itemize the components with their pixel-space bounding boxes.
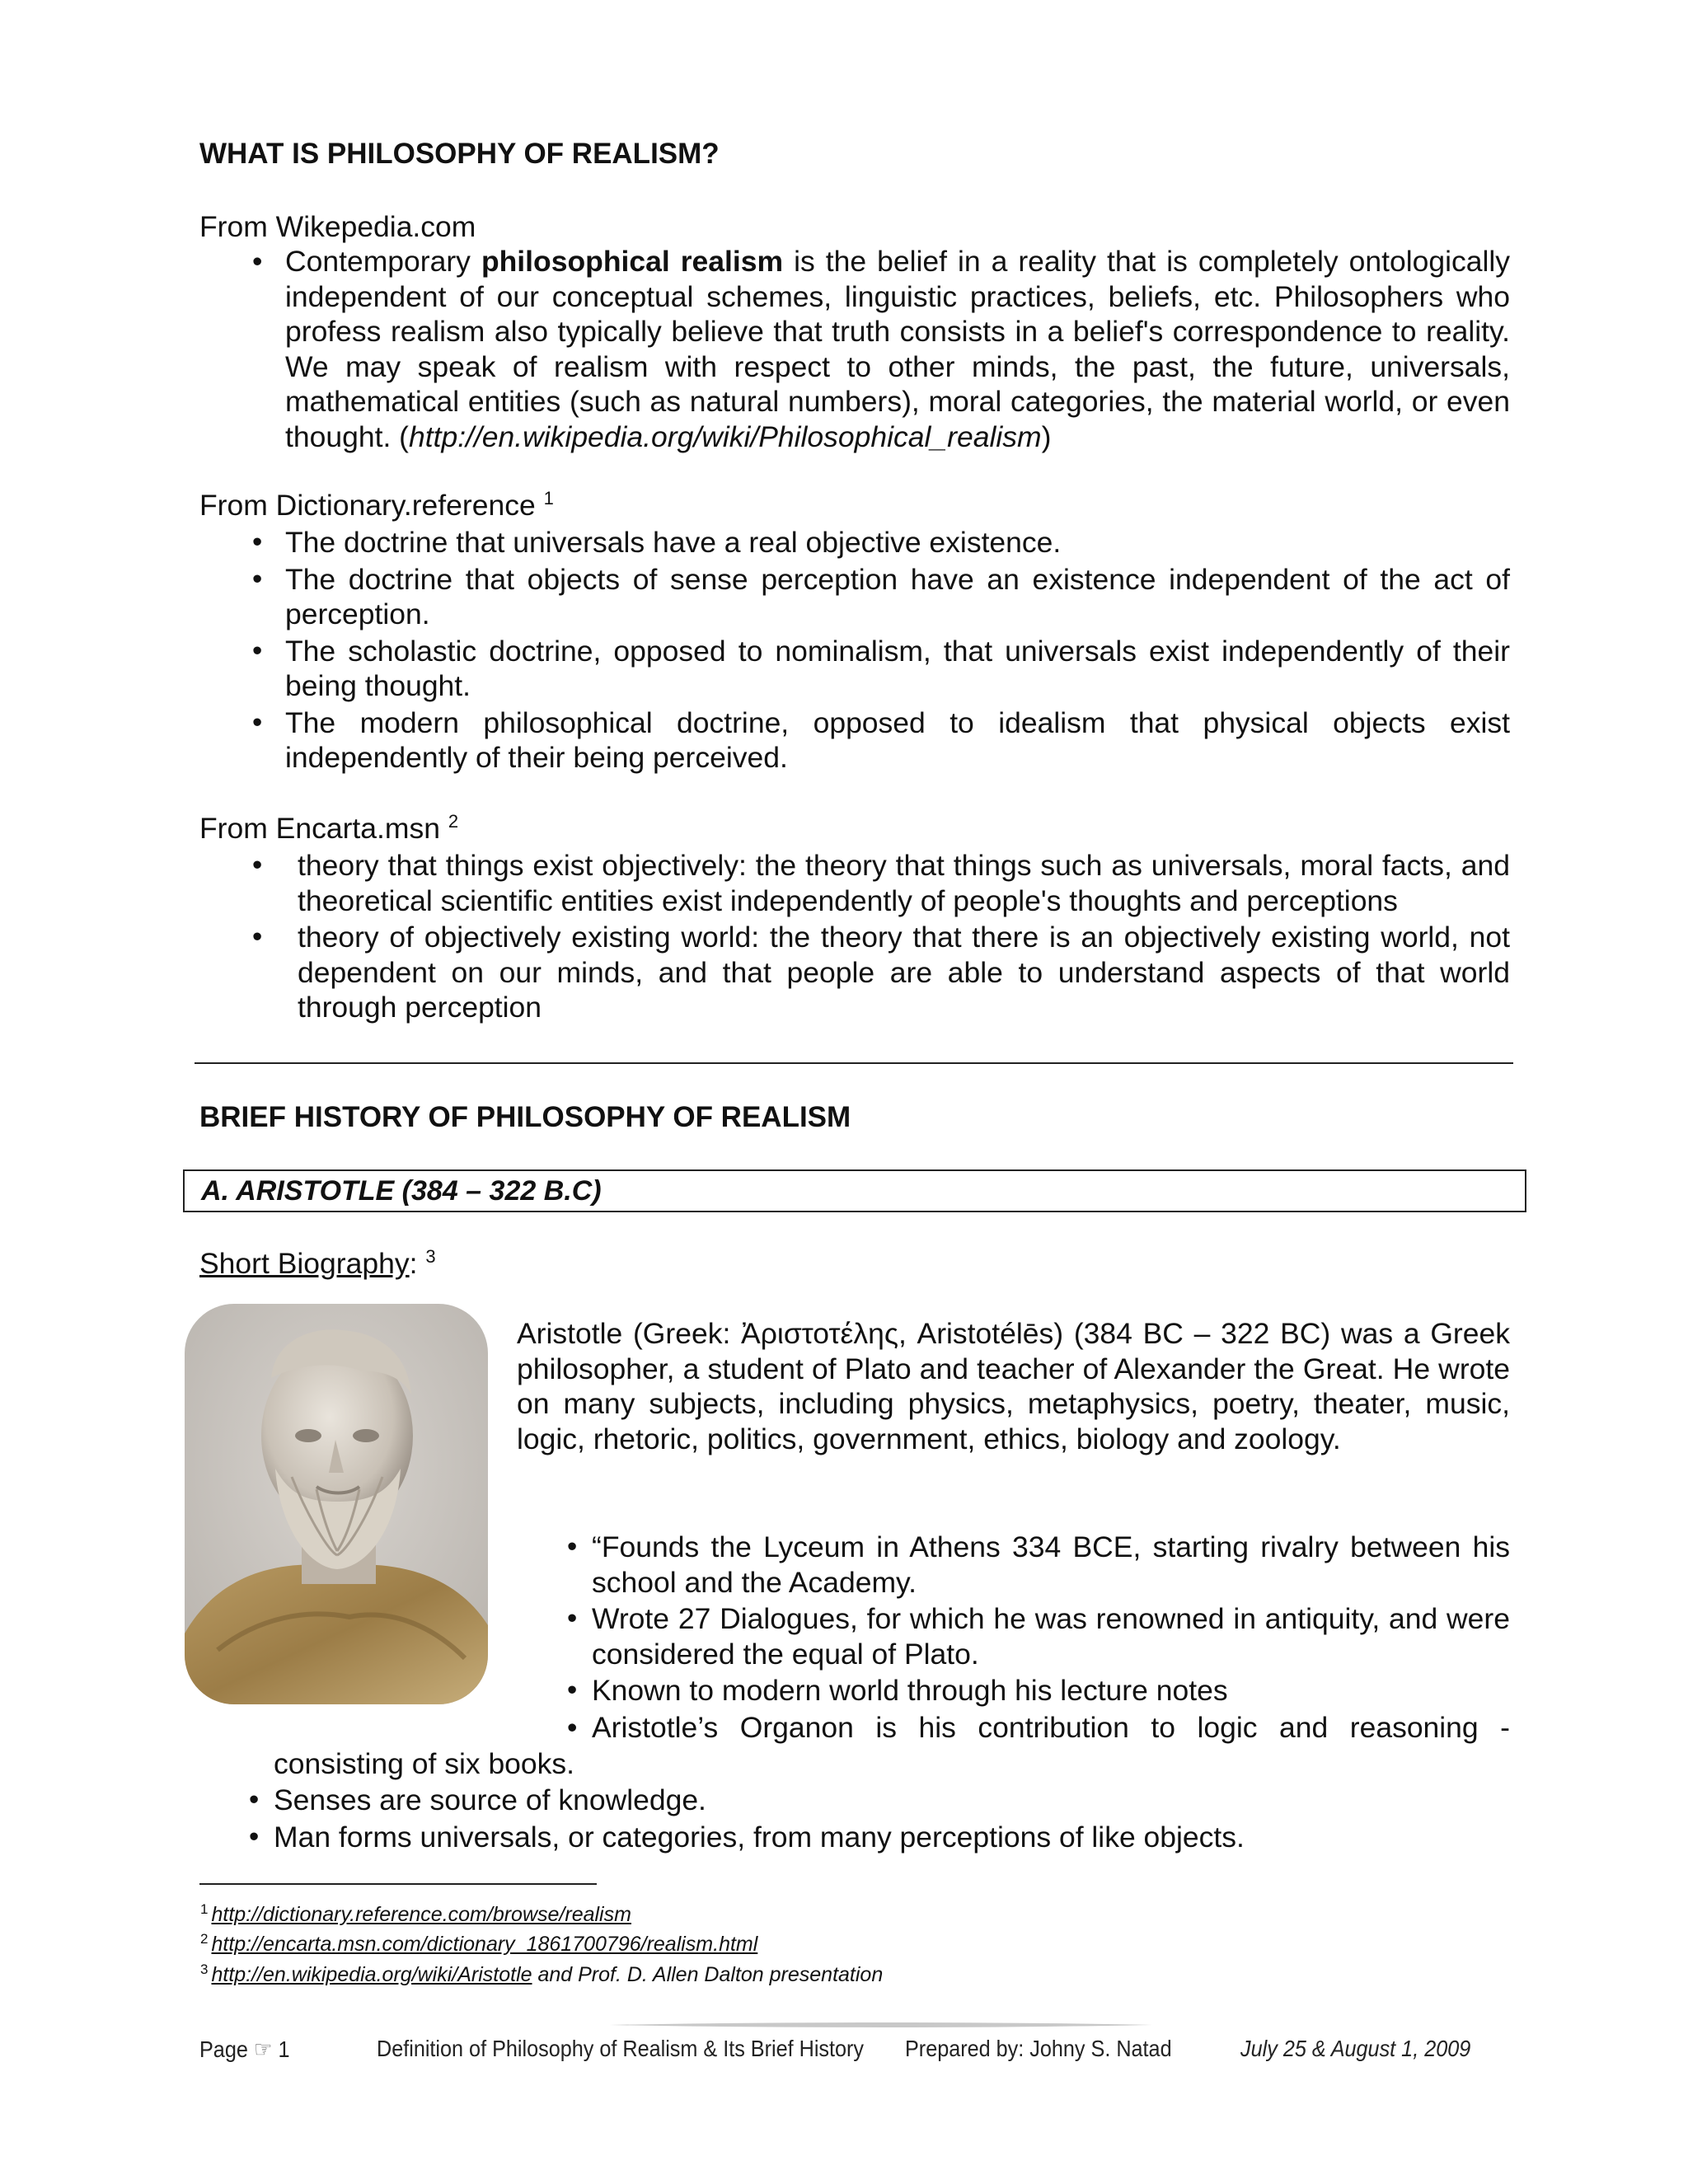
aristotle-bullets xyxy=(567,1530,1510,1708)
list-item: • Senses are source of knowledge. xyxy=(249,1783,706,1816)
wiki-text-pre: Contemporary xyxy=(285,245,481,278)
bullet-icon: • xyxy=(567,1711,578,1744)
footer-date: July 25 & August 1, 2009 xyxy=(1240,2036,1471,2061)
footnote-link[interactable]: http://dictionary.reference.com/browse/realism xyxy=(211,1903,631,1926)
wiki-link[interactable]: http://en.wikipedia.org/wiki/Philosophical_realism xyxy=(409,419,1042,453)
list-item: • Known to modern world through his lecture notes xyxy=(567,1674,1228,1707)
aristotle-bullets-2 xyxy=(249,1783,1510,1854)
footer-divider xyxy=(610,2019,1154,2031)
footnote-ref-2[interactable]: 2 xyxy=(448,811,459,832)
footnote-2 xyxy=(200,1930,758,1957)
page-number: 1 xyxy=(278,2036,290,2062)
encarta-source-text: From Encarta.msn xyxy=(199,812,440,845)
footnote-link[interactable]: http://en.wikipedia.org/wiki/Aristotle xyxy=(211,1963,532,1986)
footer-page xyxy=(199,2036,289,2063)
bio-colon: : xyxy=(409,1247,418,1280)
bullet-icon: • xyxy=(249,1783,260,1816)
list-item: • The modern philosophical doctrine, opposed to idealism that physical objects exist independently of their being perceived. xyxy=(252,705,1510,774)
bullet-icon: • xyxy=(567,1530,578,1563)
footnote-ref-3[interactable]: 3 xyxy=(425,1246,436,1268)
aristotle-bio-text: Aristotle (Greek: Ἀριστοτέλης, Aristotélēs) (384 BC – 322 BC) was a Greek philosopher, a student of Plato and teacher of Alexander the Great. He wrote on many subjects, including physics, metaphysics, poetry, theater, music, logic, rhetoric, politics, government, ethics, biology and zoology. xyxy=(517,1317,1510,1455)
bullet-icon: • xyxy=(252,705,263,738)
organon-line xyxy=(567,1710,1510,1746)
source-wikipedia-label: From Wikepedia.com xyxy=(199,210,476,243)
footnote-divider xyxy=(199,1883,597,1885)
section-divider xyxy=(195,1062,1513,1064)
bullet-icon: • xyxy=(252,849,263,881)
wikipedia-definition xyxy=(252,244,1510,454)
footnote-number: 3 xyxy=(200,1961,209,1977)
list-item: • theory of objectively existing world: the theory that there is an objectively existing world, not dependent on our minds, and that people are able to understand aspects of that world through perception xyxy=(252,921,1510,1024)
wiki-text-bold: philosophical realism xyxy=(481,245,784,278)
page-label: Page xyxy=(199,2036,248,2062)
dictionary-source-text: From Dictionary.reference xyxy=(199,489,536,522)
list-item: • The doctrine that objects of sense perception have an existence independent of the act of perception. xyxy=(252,562,1510,630)
bullet-icon: • xyxy=(249,1820,260,1853)
source-encarta-label xyxy=(199,811,458,846)
section-heading-realism: WHAT IS PHILOSOPHY OF REALISM? xyxy=(199,138,720,170)
bullet-icon: • xyxy=(252,526,263,558)
bullet-icon: • xyxy=(252,634,263,667)
footnote-link[interactable]: http://encarta.msn.com/dictionary_1861700796/realism.html xyxy=(211,1933,758,1956)
footnote-extra: and Prof. D. Allen Dalton presentation xyxy=(532,1963,884,1986)
aristotle-title-box xyxy=(183,1169,1526,1212)
footnote-3 xyxy=(200,1963,883,1987)
short-biography-label xyxy=(199,1246,436,1282)
wiki-text-post: is the belief in a reality that is completely ontologically independent of our conceptual schemes, linguistic practices, beliefs, etc. Philosophers who profess realism also typically believe that truth consists in a belief's correspondence to reality. We may speak of realism with respect to other minds, the past, the future, universals, mathematical entities (such as natural numbers), moral categories, the material world, or even thought. ( xyxy=(285,245,1510,453)
section-heading-history: BRIEF HISTORY OF PHILOSOPHY OF REALISM xyxy=(199,1101,851,1133)
source-dictionary-label xyxy=(199,488,554,523)
list-item: • “Founds the Lyceum in Athens 334 BCE, starting rivalry between his school and the Academy. xyxy=(567,1530,1510,1599)
bullet-icon: • xyxy=(567,1602,578,1634)
footer-prepared-by: Prepared by: Johny S. Natad xyxy=(905,2036,1172,2061)
aristotle-title: A. ARISTOTLE (384 – 322 B.C) xyxy=(201,1175,602,1207)
list-item: • The scholastic doctrine, opposed to nominalism, that universals exist independently of their being thought. xyxy=(252,634,1510,702)
bio-label-text: Short Biography xyxy=(199,1247,410,1280)
encarta-list xyxy=(252,848,1510,1025)
pointing-hand-icon: ☞ xyxy=(253,2036,273,2062)
wiki-text-end: ) xyxy=(1041,419,1052,453)
bullet-icon: • xyxy=(252,562,263,595)
footnote-1 xyxy=(200,1900,631,1927)
dictionary-list xyxy=(252,525,1510,776)
list-item: • Wrote 27 Dialogues, for which he was renowned in antiquity, and were considered the equal of Plato. xyxy=(567,1602,1510,1671)
footnote-number: 1 xyxy=(200,1900,209,1917)
organon-text: Aristotle’s Organon is his contribution to logic and reasoning - xyxy=(592,1711,1510,1744)
list-item: • The doctrine that universals have a real objective existence. xyxy=(252,526,1062,559)
footer-title: Definition of Philosophy of Realism & Its Brief History xyxy=(377,2036,865,2061)
list-item: • theory that things exist objectively: the theory that things such as universals, moral facts, and theoretical scientific entities exist independently of people's thoughts and perceptions xyxy=(252,849,1510,917)
aristotle-bust-drawing xyxy=(185,1304,488,1704)
organon-continuation: consisting of six books. xyxy=(274,1747,575,1780)
aristotle-bust-image xyxy=(185,1304,488,1704)
footnote-number: 2 xyxy=(200,1930,209,1947)
bullet-icon: • xyxy=(567,1674,578,1706)
bullet-icon: • xyxy=(252,245,263,278)
footnote-ref-1[interactable]: 1 xyxy=(543,488,554,509)
list-item: • Man forms universals, or categories, from many perceptions of like objects. xyxy=(249,1820,1245,1854)
bullet-icon: • xyxy=(252,921,263,953)
